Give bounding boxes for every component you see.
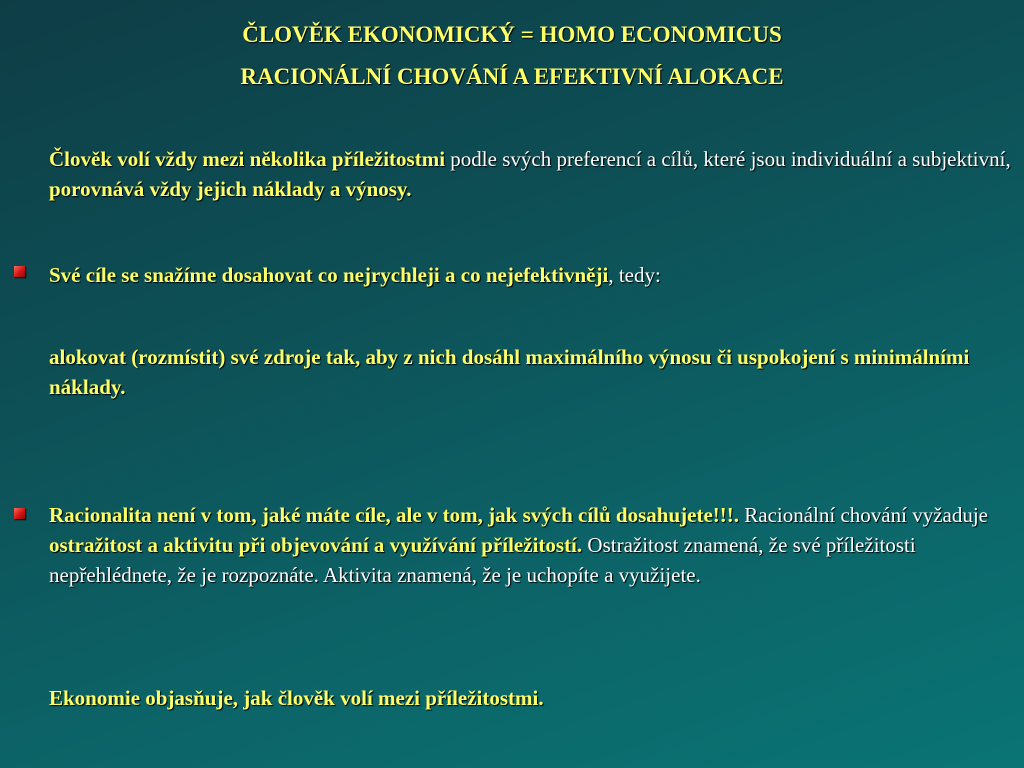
text-highlight: Člověk volí vždy mezi několika příležitostmi — [49, 147, 446, 171]
paragraph-goals — [49, 260, 1014, 290]
text-highlight: Své cíle se snažíme dosahovat co nejrychleji a co nejefektivněji — [49, 263, 609, 287]
paragraph-choice — [49, 144, 1014, 204]
slide-title-line2: RACIONÁLNÍ CHOVÁNÍ A EFEKTIVNÍ ALOKACE — [240, 64, 784, 89]
text-plain: podle svých preferencí a cílů, které jsou individuální a subjektivní, — [445, 147, 1011, 171]
text-highlight: Ekonomie objasňuje, jak člověk volí mezi příležitostmi. — [49, 686, 544, 710]
red-square-bullet-icon — [14, 266, 25, 277]
red-square-bullet-icon — [14, 508, 25, 519]
paragraph-economics — [49, 683, 1014, 713]
slide-title-line1: ČLOVĚK EKONOMICKÝ = HOMO ECONOMICUS — [242, 22, 782, 47]
text-highlight: Racionalita není v tom, jaké máte cíle, ale v tom, jak svých cílů dosahujete!!!. — [49, 503, 739, 527]
text-highlight: porovnává vždy jejich náklady a výnosy. — [49, 177, 412, 201]
paragraph-allocation — [49, 342, 1014, 402]
text-highlight: alokovat (rozmístit) své zdroje tak, aby z nich dosáhl maximálního výnosu či uspokojení s minimálními náklady. — [49, 345, 970, 399]
text-plain: Ostražitost znamená, že své příležitosti nepřehlédnete, že je rozpoznáte. Aktivita znamená, že je uchopíte a využijete. — [49, 533, 916, 587]
text-plain: , tedy: — [608, 263, 661, 287]
text-plain: Racionální chování vyžaduje — [739, 503, 988, 527]
text-highlight: ostražitost a aktivitu při objevování a využívání příležitostí. — [49, 533, 583, 557]
paragraph-rationality — [49, 500, 1014, 590]
